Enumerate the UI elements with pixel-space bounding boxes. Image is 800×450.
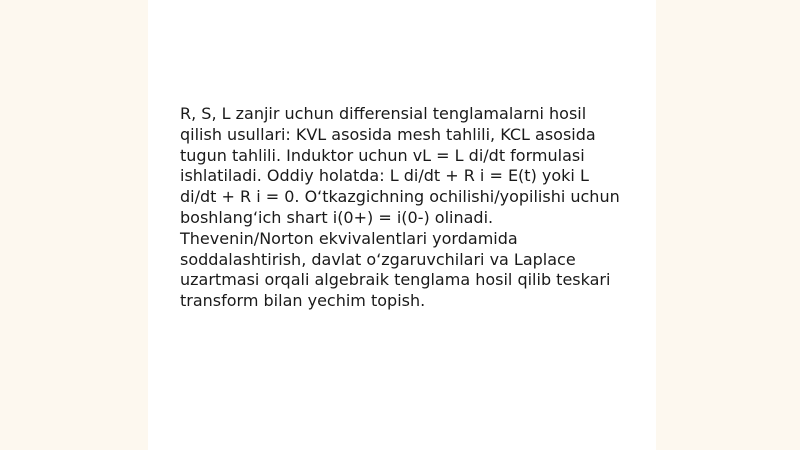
document-page (148, 0, 656, 450)
body-paragraph: R, S, L zanjir uchun differensial tenglamalarni hosil qilish usullari: KVL asosida mesh tahlili, KCL asosida tugun tahlili. Induktor uchun vL = L di/dt formulasi ishlatiladi. Oddiy holatda: L di/dt + R i = E(t) yoki L di/dt + R i = 0. O‘tkazgichning ochilishi/yopilishi uchun boshlang‘ich shart i(0+) = i(0-) olinadi. Thevenin/Norton ekvivalentlari yordamida soddalashtirish, davlat o‘zgaruvchilari va Laplace uzartmasi orqali algebraik tenglama hosil qilib teskari transform bilan yechim topish. (180, 104, 620, 311)
